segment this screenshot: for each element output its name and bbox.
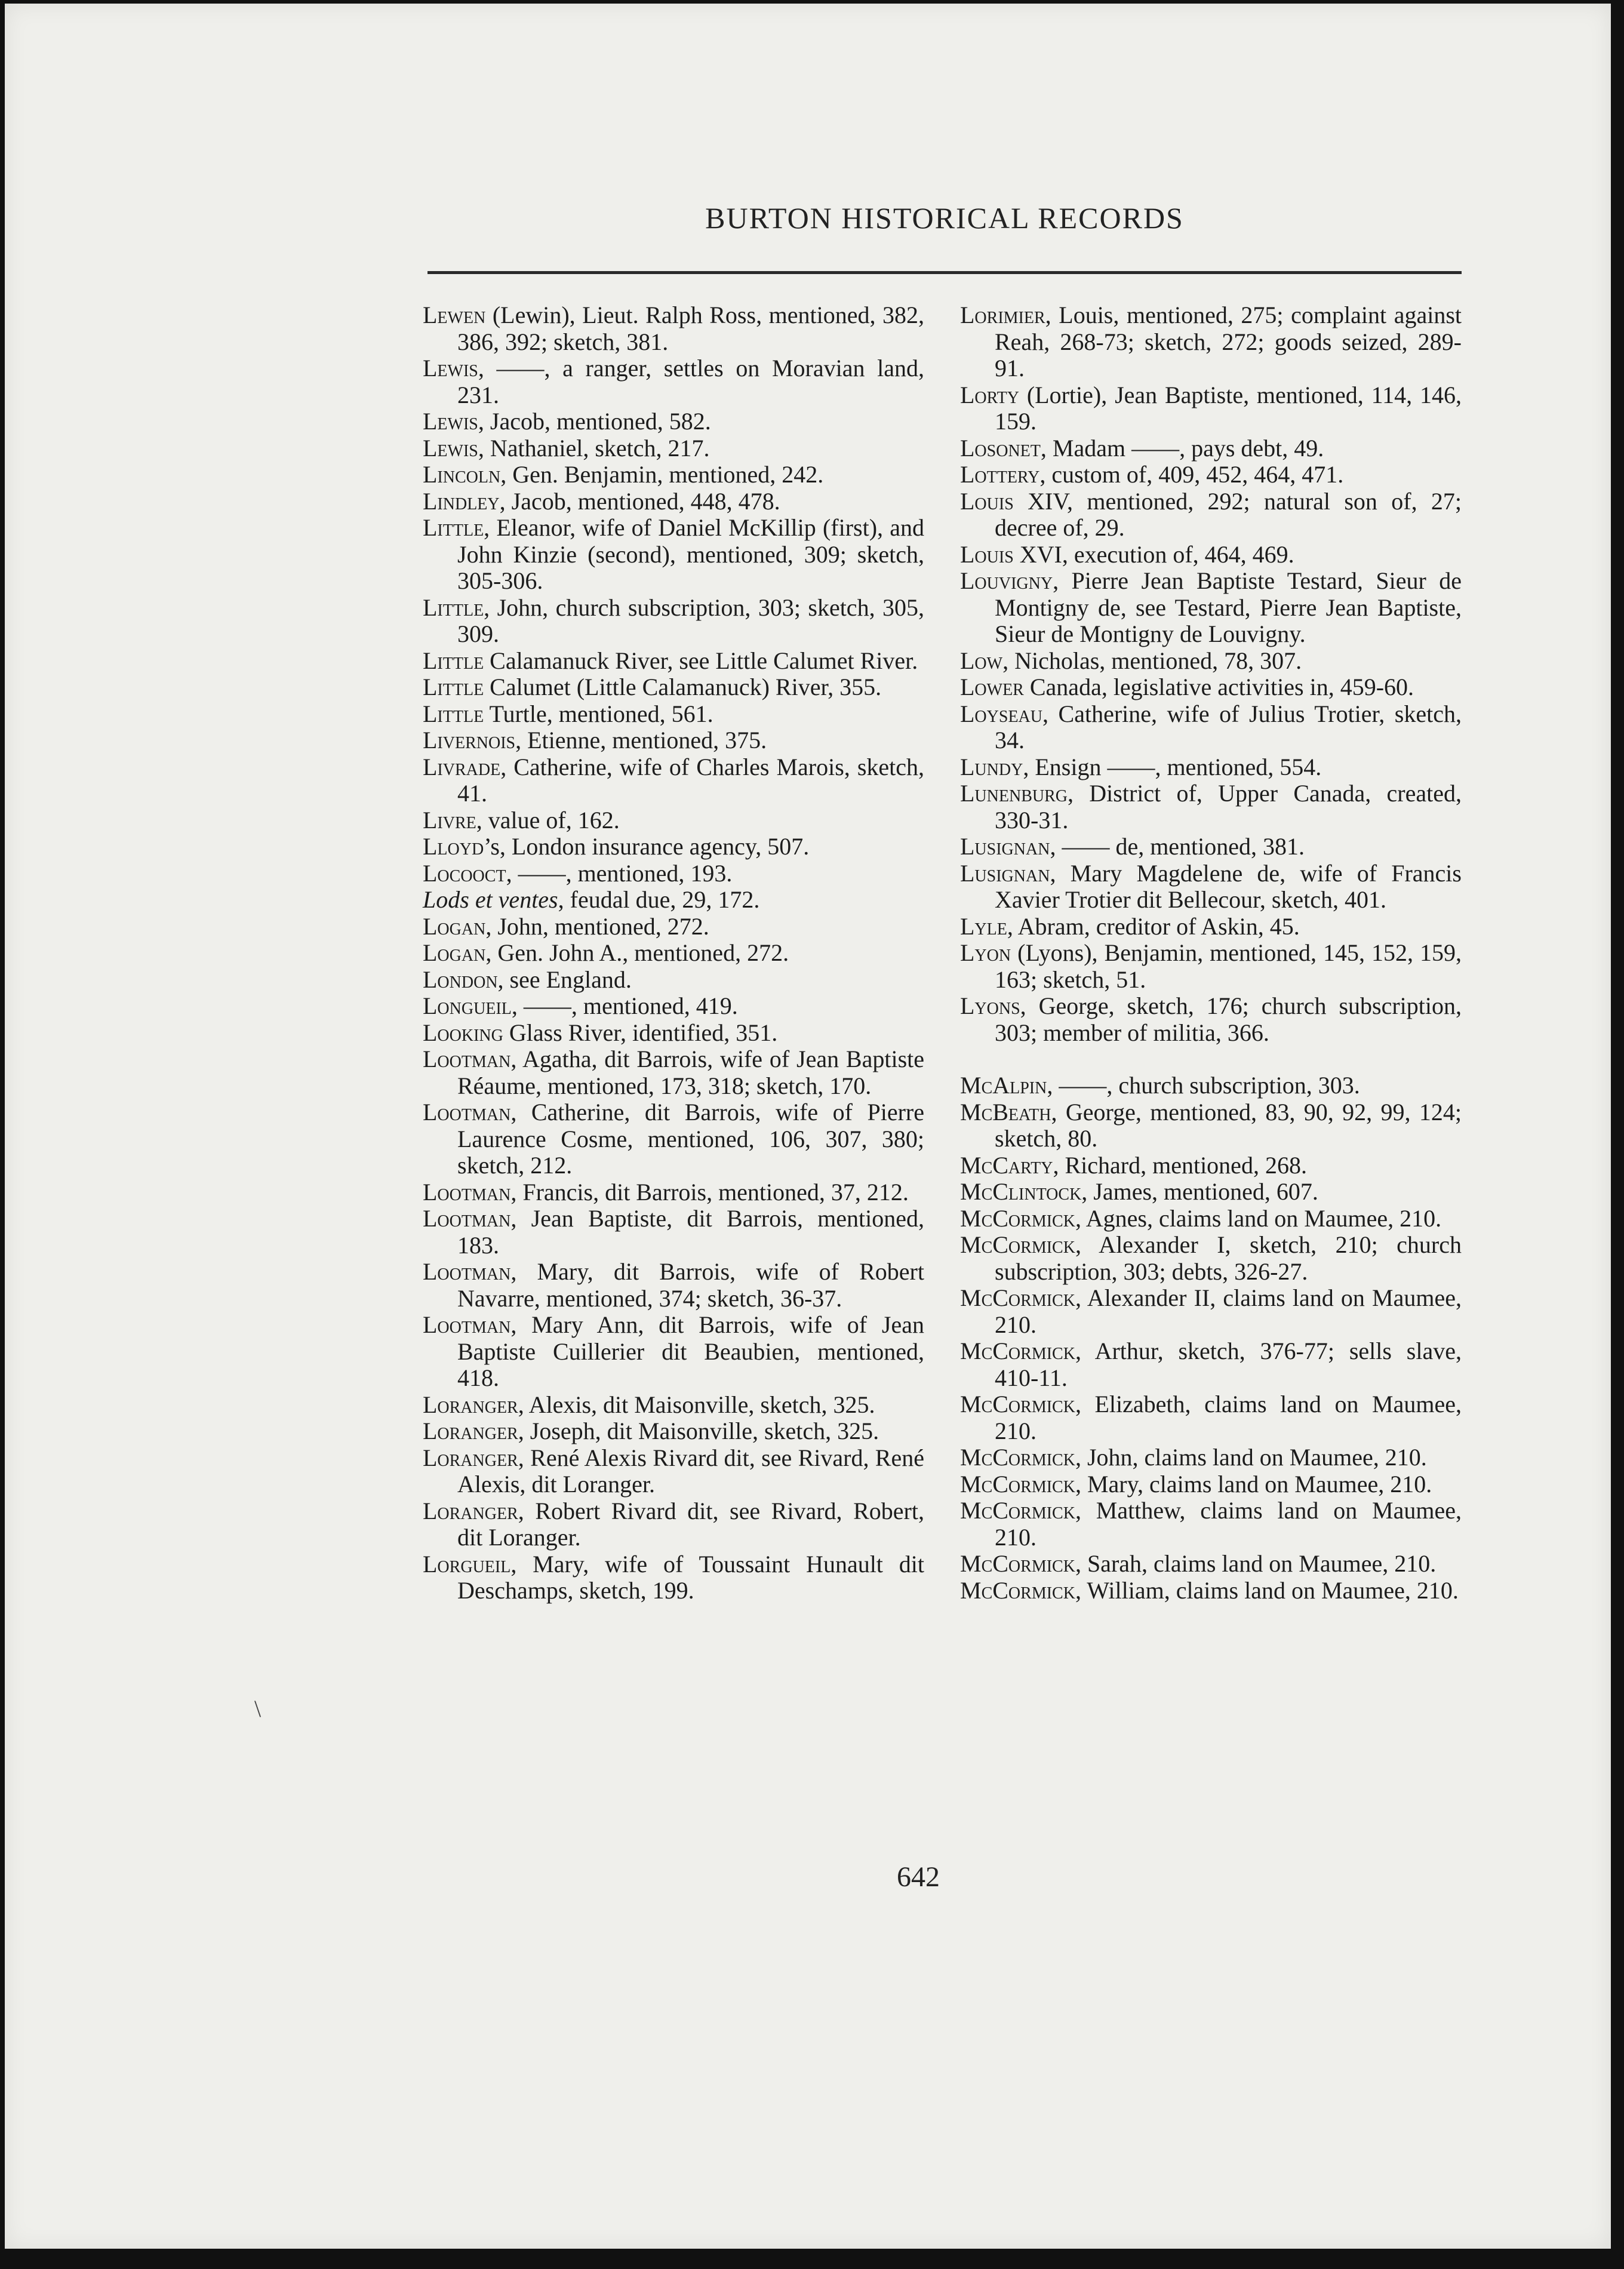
- entry-text: , ——, a ranger, settles on Moravian land, 231.: [457, 355, 924, 408]
- entry-text: , Alexander II, claims land on Maumee, 210.: [995, 1284, 1462, 1338]
- entry-headword: McCormick: [960, 1444, 1075, 1471]
- index-entry: [423, 462, 924, 488]
- index-entry: [960, 993, 1462, 1046]
- entry-text: , Matthew, claims land on Maumee, 210.: [995, 1497, 1462, 1551]
- entry-text: XIV, mentioned, 292; natural son of, 27; decree of, 29.: [995, 487, 1462, 541]
- entry-headword: Logan: [423, 939, 486, 966]
- index-entry: [423, 967, 924, 994]
- entry-text: , ——, church subscription, 303.: [1047, 1072, 1360, 1099]
- index-entry: [960, 860, 1462, 914]
- index-entry: [423, 435, 924, 462]
- index-entry: [960, 648, 1462, 675]
- index-entry: [423, 302, 924, 355]
- entry-text: (Lyons), Benjamin, mentioned, 145, 152, 159, 163; sketch, 51.: [995, 939, 1462, 993]
- index-entry: [960, 462, 1462, 488]
- entry-headword: Little: [423, 674, 484, 700]
- entry-headword: McAlpin: [960, 1072, 1047, 1099]
- entry-headword: Little: [423, 647, 484, 674]
- entry-headword: Lorimier: [960, 302, 1045, 328]
- entry-headword: Lottery: [960, 461, 1040, 488]
- entry-headword: Loranger: [423, 1418, 518, 1444]
- entry-headword: Lewis: [423, 355, 478, 382]
- index-entry: [423, 1259, 924, 1312]
- entry-headword: McBeath: [960, 1098, 1051, 1126]
- entry-text: Turtle, mentioned, 561.: [484, 700, 713, 727]
- entry-text: , Mary Magdelene de, wife of Francis Xavier Trotier dit Bellecour, sketch, 401.: [995, 859, 1462, 913]
- index-entry: [960, 1391, 1462, 1444]
- entry-text: Calamanuck River, see Little Calumet River.: [484, 647, 918, 674]
- entry-headword: Longueil: [423, 992, 512, 1019]
- index-entry: [960, 1498, 1462, 1551]
- entry-headword: Lewis: [423, 408, 478, 435]
- entry-text: , Elizabeth, claims land on Maumee, 210.: [995, 1391, 1462, 1444]
- entry-text: , Jean Baptiste, dit Barrois, mentioned, 183.: [457, 1205, 924, 1259]
- index-entry: [960, 940, 1462, 993]
- entry-headword: McCormick: [960, 1470, 1075, 1498]
- entry-headword: Lootman: [423, 1099, 511, 1126]
- index-entry: [423, 1445, 924, 1498]
- entry-text: , Mary, claims land on Maumee, 210.: [1075, 1470, 1432, 1498]
- entry-text: , Richard, mentioned, 268.: [1053, 1151, 1307, 1179]
- entry-headword: McCormick: [960, 1497, 1075, 1524]
- index-entry: [423, 488, 924, 515]
- entry-headword: Livre: [423, 806, 476, 834]
- entry-headword: Loranger: [423, 1497, 518, 1524]
- entry-text: , Jacob, mentioned, 582.: [478, 408, 711, 435]
- entry-headword: Locooct: [423, 859, 506, 887]
- index-entry: [423, 993, 924, 1020]
- index-entry: [423, 1418, 924, 1445]
- entry-text: , Jacob, mentioned, 448, 478.: [499, 487, 780, 515]
- entry-text: , feudal due, 29, 172.: [558, 886, 760, 913]
- index-entry: [960, 780, 1462, 834]
- index-entry: [423, 515, 924, 595]
- entry-headword: Lootman: [423, 1178, 511, 1206]
- index-entry: [960, 542, 1462, 568]
- entry-text: , Etienne, mentioned, 375.: [515, 727, 767, 754]
- entry-text: , see England.: [497, 966, 632, 993]
- entry-headword: Little: [423, 514, 484, 541]
- entry-text: Canada, legislative activities in, 459-60.: [1023, 674, 1414, 700]
- entry-text: , William, claims land on Maumee, 210.: [1075, 1576, 1459, 1604]
- entry-headword: Loyseau: [960, 700, 1042, 727]
- entry-headword: Lootman: [423, 1205, 511, 1232]
- entry-text: , custom of, 409, 452, 464, 471.: [1039, 461, 1344, 488]
- entry-headword: Low: [960, 647, 1003, 674]
- entry-text: , George, mentioned, 83, 90, 92, 99, 124; sketch, 80.: [995, 1098, 1462, 1152]
- index-entry: [960, 1179, 1462, 1206]
- index-entry: [960, 701, 1462, 754]
- entry-text: , Robert Rivard dit, see Rivard, Robert, dit Loranger.: [457, 1497, 924, 1551]
- index-column-right: [960, 302, 1462, 1604]
- entry-headword: Little: [423, 700, 484, 727]
- entry-text: (Lewin), Lieut. Ralph Ross, mentioned, 382, 386, 392; sketch, 381.: [457, 302, 924, 355]
- entry-text: , —— de, mentioned, 381.: [1050, 833, 1305, 860]
- entry-text: , District of, Upper Canada, created, 330-31.: [995, 780, 1462, 834]
- entry-headword: McCormick: [960, 1284, 1075, 1311]
- entry-text: , Agnes, claims land on Maumee, 210.: [1075, 1204, 1442, 1232]
- index-entry: [960, 1578, 1462, 1604]
- entry-text: , Pierre Jean Baptiste Testard, Sieur de Montigny de, see Testard, Pierre Jean Baptiste, Sieur de Montigny de Louvigny.: [995, 567, 1462, 647]
- entry-text: , Agatha, dit Barrois, wife of Jean Baptiste Réaume, mentioned, 173, 318; sketch, 170.: [457, 1046, 924, 1099]
- entry-headword: McClintock: [960, 1178, 1082, 1205]
- entry-headword: McCormick: [960, 1576, 1075, 1604]
- entry-headword: McCormick: [960, 1204, 1075, 1232]
- entry-text: , John, church subscription, 303; sketch, 305, 309.: [457, 594, 924, 647]
- index-entry: [960, 1072, 1462, 1099]
- entry-headword: Lyons: [960, 992, 1020, 1019]
- entry-text: , Arthur, sketch, 376-77; sells slave, 410-11.: [995, 1338, 1462, 1391]
- entry-headword: Little: [423, 594, 484, 621]
- entry-headword: Lewen: [423, 302, 486, 328]
- entry-headword: Lorgueil: [423, 1550, 511, 1578]
- entry-headword: Lootman: [423, 1311, 511, 1338]
- index-entry: [423, 807, 924, 834]
- entry-text: , Alexis, dit Maisonville, sketch, 325.: [518, 1391, 875, 1418]
- entry-text: , Catherine, wife of Charles Marois, sketch, 41.: [457, 753, 924, 807]
- index-entry: [960, 674, 1462, 701]
- index-entry: [423, 1206, 924, 1259]
- index-entry: [960, 1152, 1462, 1179]
- entry-headword: Logan: [423, 912, 486, 940]
- entry-text: , James, mentioned, 607.: [1081, 1178, 1318, 1205]
- index-entry: [960, 488, 1462, 542]
- index-entry: [423, 1551, 924, 1604]
- entry-text: , Gen. Benjamin, mentioned, 242.: [500, 461, 824, 488]
- index-entry: [960, 914, 1462, 940]
- index-entry: [423, 1392, 924, 1419]
- entry-text: , Sarah, claims land on Maumee, 210.: [1075, 1550, 1437, 1577]
- entry-text: , ——, mentioned, 193.: [506, 859, 733, 887]
- index-entry: [960, 1471, 1462, 1498]
- entry-text: ’s, London insurance agency, 507.: [484, 833, 810, 860]
- entry-text: , Francis, dit Barrois, mentioned, 37, 212.: [510, 1178, 909, 1206]
- entry-headword: Loranger: [423, 1444, 518, 1471]
- index-entry: [960, 382, 1462, 435]
- index-entry: [960, 1206, 1462, 1232]
- index-entry: [423, 1046, 924, 1099]
- index-entry: [423, 1099, 924, 1179]
- index-entry: [423, 887, 924, 914]
- entry-headword: Lusignan: [960, 833, 1050, 860]
- entry-headword: Lootman: [423, 1258, 511, 1285]
- entry-text: , value of, 162.: [476, 806, 620, 834]
- entry-headword: Losonet: [960, 434, 1041, 462]
- entry-text: , John, claims land on Maumee, 210.: [1075, 1444, 1427, 1471]
- index-entry: [960, 1232, 1462, 1285]
- entry-headword: Livernois: [423, 727, 516, 754]
- entry-headword: Lundy: [960, 753, 1023, 780]
- entry-headword: McCormick: [960, 1391, 1075, 1418]
- entry-headword: Louis: [960, 487, 1014, 515]
- entry-headword: Louis: [960, 540, 1014, 568]
- index-entry: [423, 754, 924, 807]
- entry-text: , Joseph, dit Maisonville, sketch, 325.: [518, 1418, 879, 1444]
- entry-text: XVI, execution of, 464, 469.: [1013, 540, 1294, 568]
- entry-headword: Lods et ventes: [423, 886, 558, 913]
- entry-headword: Lusignan: [960, 859, 1050, 887]
- entry-headword: Lewis: [423, 434, 478, 462]
- index-entry: [423, 1498, 924, 1551]
- entry-headword: Lyon: [960, 939, 1011, 966]
- entry-text: , Gen. John A., mentioned, 272.: [485, 939, 789, 966]
- entry-headword: London: [423, 966, 498, 993]
- index-entry: [960, 568, 1462, 648]
- entry-text: , Eleanor, wife of Daniel McKillip (first), and John Kinzie (second), mentioned, 309; sketch, 305-306.: [457, 514, 924, 594]
- page-number: 642: [897, 1861, 940, 1893]
- index-entry: [423, 674, 924, 701]
- index-entry: [423, 408, 924, 435]
- entry-text: , Nicholas, mentioned, 78, 307.: [1002, 647, 1302, 674]
- index-entry: [423, 727, 924, 754]
- entry-text: , Madam ——, pays debt, 49.: [1040, 434, 1324, 462]
- entry-text: , Abram, creditor of Askin, 45.: [1007, 912, 1300, 940]
- scanned-page: [5, 4, 1611, 2249]
- index-entry: [423, 860, 924, 887]
- entry-headword: McCormick: [960, 1231, 1075, 1258]
- entry-headword: Lloyd: [423, 833, 484, 860]
- index-entry: [960, 1099, 1462, 1152]
- index-entry: [423, 1020, 924, 1047]
- index-entry: [960, 834, 1462, 860]
- entry-text: Glass River, identified, 351.: [503, 1019, 778, 1046]
- index-entry: [423, 595, 924, 648]
- running-header: BURTON HISTORICAL RECORDS: [705, 201, 1184, 235]
- index-entry: [960, 754, 1462, 781]
- index-column-left: [423, 302, 924, 1604]
- entry-headword: Lunenburg: [960, 780, 1068, 807]
- index-entry: [960, 302, 1462, 382]
- entry-headword: Lincoln: [423, 461, 501, 488]
- entry-headword: McCarty: [960, 1151, 1053, 1179]
- entry-headword: Lindley: [423, 487, 500, 515]
- entry-text: , Mary, wife of Toussaint Hunault dit Deschamps, sketch, 199.: [457, 1550, 924, 1604]
- index-entry: [960, 1338, 1462, 1391]
- entry-headword: Lootman: [423, 1046, 511, 1072]
- entry-text: , René Alexis Rivard dit, see Rivard, René Alexis, dit Loranger.: [457, 1444, 924, 1498]
- entry-headword: Lower: [960, 674, 1024, 700]
- entry-text: , Catherine, wife of Julius Trotier, sketch, 34.: [995, 700, 1462, 754]
- index-entry: [423, 355, 924, 408]
- entry-text: , George, sketch, 176; church subscription, 303; member of militia, 366.: [995, 992, 1462, 1046]
- entry-headword: Looking: [423, 1019, 503, 1046]
- index-entry: [960, 1444, 1462, 1471]
- index-entry: [423, 701, 924, 728]
- index-entry: [423, 834, 924, 860]
- entry-text: , Ensign ——, mentioned, 554.: [1023, 753, 1322, 780]
- index-entry: [423, 1179, 924, 1206]
- index-entry: [960, 435, 1462, 462]
- entry-text: , John, mentioned, 272.: [485, 912, 709, 940]
- entry-headword: Livrade: [423, 753, 501, 780]
- index-entry: [423, 940, 924, 967]
- index-entry: [960, 1551, 1462, 1578]
- entry-text: , Louis, mentioned, 275; complaint against Reah, 268-73; sketch, 272; goods seized, 289-91.: [995, 302, 1462, 382]
- entry-headword: Loranger: [423, 1391, 518, 1418]
- section-gap: [960, 1046, 1462, 1072]
- entry-headword: Louvigny: [960, 567, 1053, 594]
- index-entry: [423, 914, 924, 940]
- entry-headword: McCormick: [960, 1338, 1075, 1364]
- index-entry: [960, 1285, 1462, 1338]
- index-entry: [423, 1312, 924, 1392]
- entry-headword: McCormick: [960, 1550, 1075, 1577]
- entry-text: , Alexander I, sketch, 210; church subscription, 303; debts, 326-27.: [995, 1231, 1462, 1285]
- entry-text: , Nathaniel, sketch, 217.: [478, 434, 710, 462]
- entry-headword: Lyle: [960, 912, 1007, 940]
- index-entry: [423, 648, 924, 675]
- entry-headword: Lorty: [960, 381, 1019, 408]
- entry-text: Calumet (Little Calamanuck) River, 355.: [484, 674, 882, 700]
- entry-text: , Mary, dit Barrois, wife of Robert Navarre, mentioned, 374; sketch, 36-37.: [457, 1258, 924, 1312]
- entry-text: , Catherine, dit Barrois, wife of Pierre Laurence Cosme, mentioned, 106, 307, 380; sketch, 212.: [457, 1099, 924, 1179]
- entry-text: , ——, mentioned, 419.: [511, 992, 738, 1019]
- entry-text: , Mary Ann, dit Barrois, wife of Jean Baptiste Cuillerier dit Beaubien, mentioned, 418.: [457, 1311, 924, 1391]
- stray-mark: \: [254, 1695, 262, 1722]
- entry-text: (Lortie), Jean Baptiste, mentioned, 114, 146, 159.: [995, 381, 1462, 435]
- header-rule: [427, 271, 1462, 274]
